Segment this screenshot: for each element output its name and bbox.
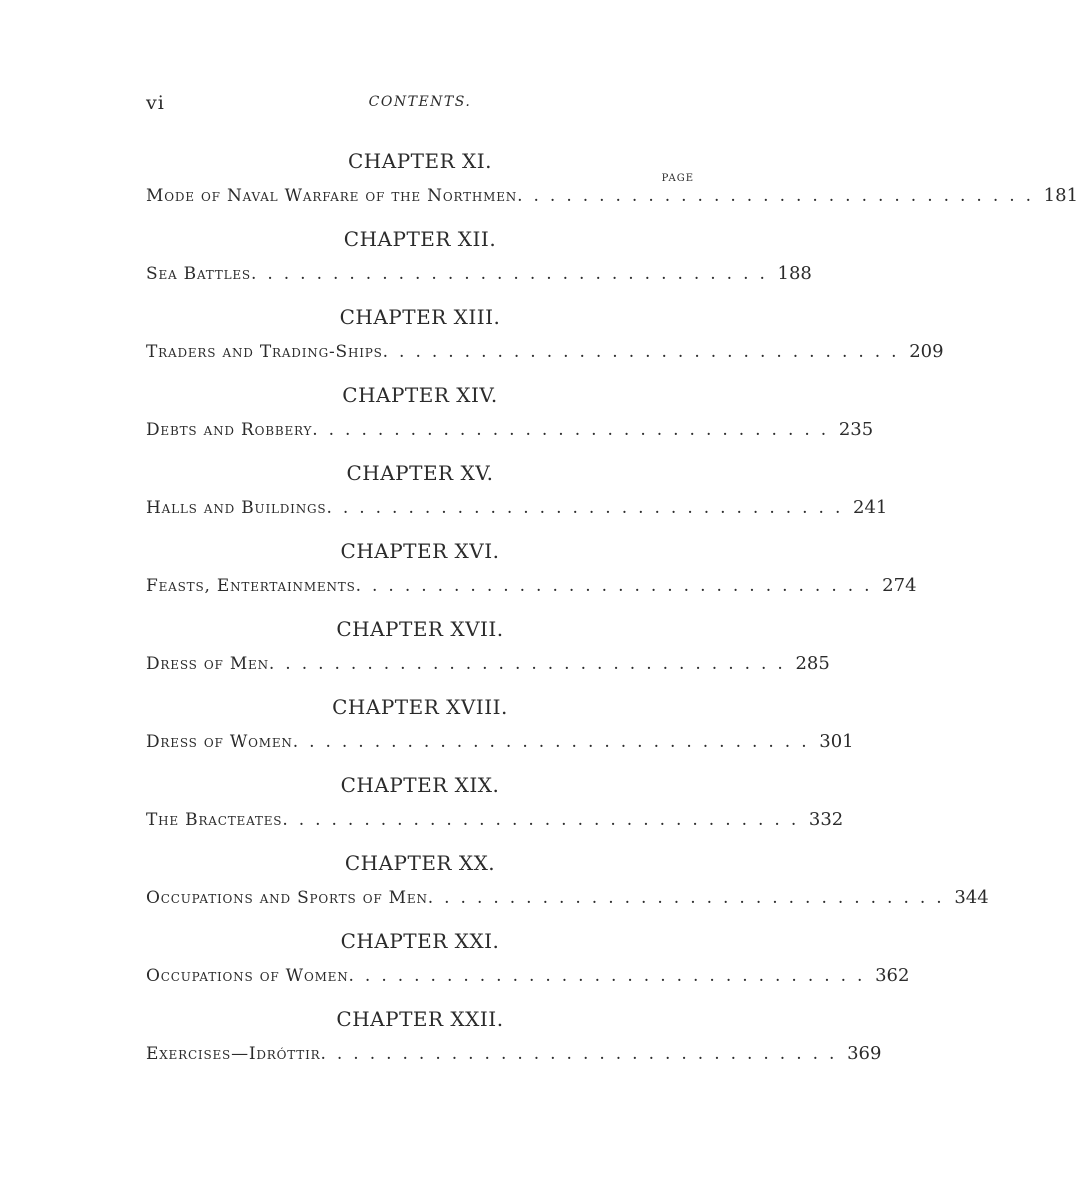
entry-page-number: 235	[838, 419, 874, 440]
page-title: CONTENTS.	[368, 94, 472, 110]
entry-page-number: 362	[875, 965, 910, 986]
entry-title: Exercises—Idróttir	[146, 1044, 321, 1064]
toc-entry	[146, 809, 844, 835]
chapter-heading: CHAPTER XIX.	[340, 773, 500, 797]
dot-leader: ................................	[312, 420, 838, 440]
entry-page-number: 274	[882, 575, 917, 596]
toc-entry	[146, 731, 854, 757]
chapter-heading: CHAPTER XXI.	[340, 929, 500, 953]
chapter-heading: CHAPTER XIV.	[342, 383, 498, 407]
toc-entry	[146, 965, 910, 991]
dot-leader: ................................	[282, 810, 808, 830]
toc-chapter	[146, 847, 989, 925]
entry-page-number: 241	[853, 497, 888, 518]
chapter-heading: CHAPTER XV.	[346, 461, 494, 485]
chapter-heading: CHAPTER XII.	[343, 227, 497, 251]
toc-chapter	[146, 535, 917, 613]
toc-chapter	[146, 925, 910, 1003]
entry-title: Halls and Buildings	[146, 498, 327, 518]
table-of-contents	[146, 145, 1078, 1081]
toc-chapter	[146, 457, 888, 535]
chapter-heading: CHAPTER XXII.	[336, 1007, 504, 1031]
entry-title: The Bracteates	[146, 810, 283, 830]
toc-entry	[146, 575, 917, 601]
toc-entry	[146, 419, 874, 445]
entry-title: Occupations and Sports of Men	[146, 888, 428, 908]
chapter-heading: CHAPTER XIII.	[339, 305, 501, 329]
toc-chapter	[146, 691, 854, 769]
page-column-label: PAGE	[661, 173, 694, 184]
dot-leader: ................................	[268, 654, 794, 674]
chapter-heading: CHAPTER XX.	[344, 851, 496, 875]
entry-title: Occupations of Women	[146, 966, 349, 986]
page-number: vi	[146, 92, 165, 114]
dot-leader: ................................	[320, 1044, 846, 1064]
toc-entry	[146, 341, 944, 367]
dot-leader: ................................	[517, 186, 1043, 206]
chapter-heading: CHAPTER XVIII.	[332, 695, 508, 719]
entry-page-number: 209	[909, 341, 944, 362]
toc-chapter	[146, 379, 874, 457]
entry-page-number: 369	[847, 1043, 882, 1064]
toc-chapter	[146, 1003, 882, 1081]
dot-leader: ................................	[292, 732, 818, 752]
entry-title: Mode of Naval Warfare of the Northmen	[146, 186, 518, 206]
toc-entry	[146, 653, 830, 679]
toc-chapter	[146, 613, 830, 691]
chapter-heading: CHAPTER XVII.	[336, 617, 504, 641]
entry-title: Dress of Men	[146, 654, 269, 674]
entry-page-number: 344	[954, 887, 989, 908]
entry-title: Debts and Robbery	[146, 420, 313, 440]
toc-entry	[146, 1043, 882, 1069]
entry-title: Traders and Trading-Ships	[146, 342, 383, 362]
entry-title: Dress of Women	[146, 732, 293, 752]
entry-page-number: 301	[819, 731, 854, 752]
dot-leader: ................................	[427, 888, 953, 908]
toc-chapter	[146, 769, 844, 847]
toc-chapter	[146, 301, 944, 379]
entry-title: Sea Battles	[146, 264, 251, 284]
running-head	[146, 92, 694, 116]
entry-page-number: 188	[777, 263, 812, 284]
dot-leader: ................................	[250, 264, 776, 284]
dot-leader: ................................	[326, 498, 852, 518]
toc-entry	[146, 185, 1078, 211]
entry-page-number: 181	[1043, 185, 1078, 206]
toc-chapter	[146, 145, 1078, 223]
dot-leader: ................................	[382, 342, 908, 362]
dot-leader: ................................	[355, 576, 881, 596]
toc-chapter	[146, 223, 812, 301]
entry-page-number: 285	[795, 653, 830, 674]
toc-entry	[146, 263, 812, 289]
chapter-heading: CHAPTER XI.	[348, 149, 492, 173]
entry-title: Feasts, Entertainments	[146, 576, 356, 596]
chapter-heading: CHAPTER XVI.	[340, 539, 500, 563]
entry-page-number: 332	[808, 809, 844, 830]
dot-leader: ................................	[348, 966, 874, 986]
toc-entry	[146, 497, 888, 523]
toc-entry	[146, 887, 989, 913]
